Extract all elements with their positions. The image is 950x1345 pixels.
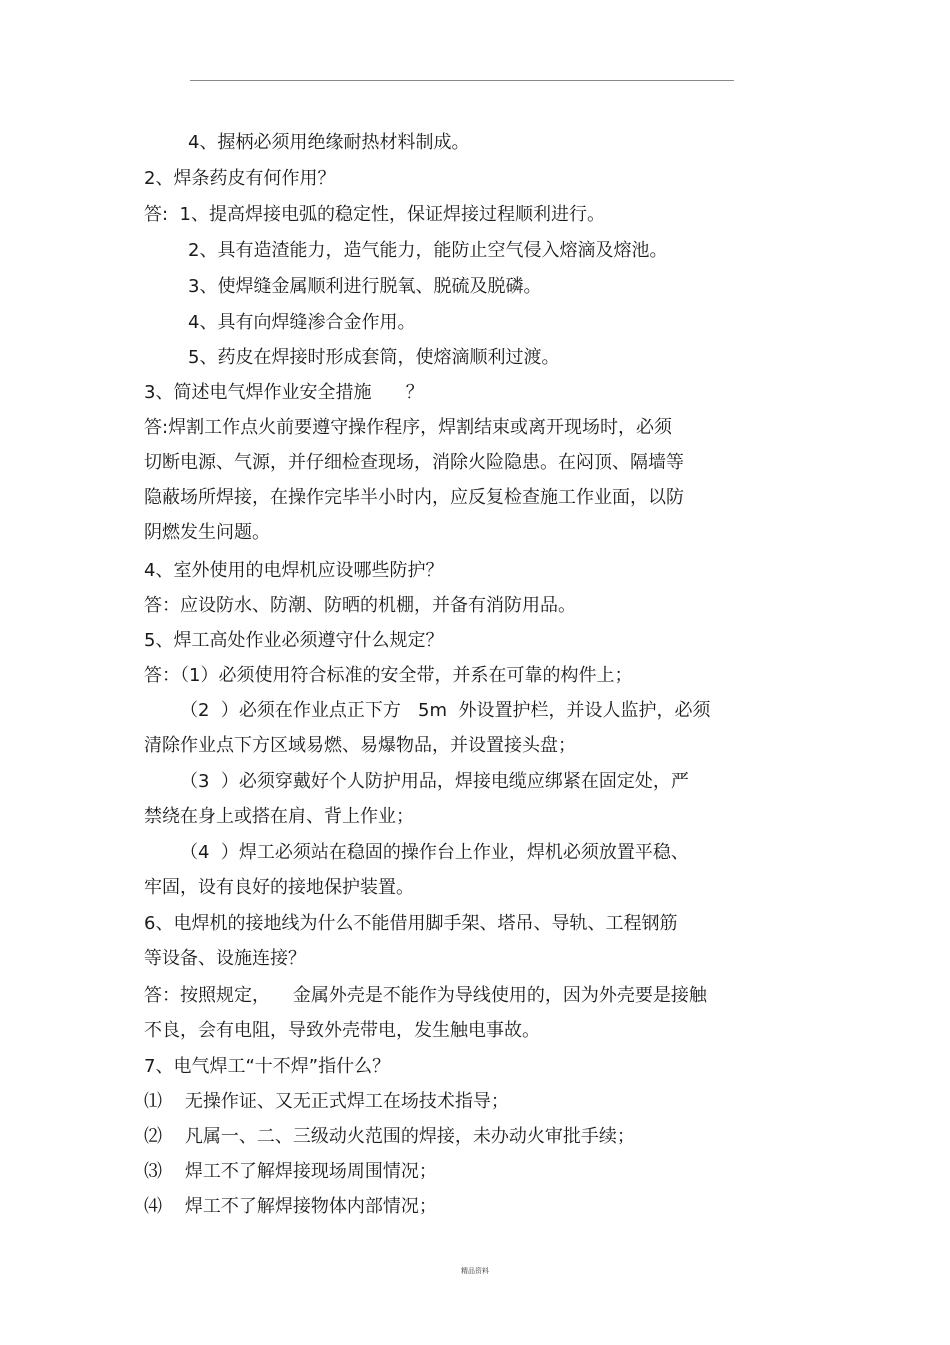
list-item: ⑶ 焊工不了解焊接现场周围情况；: [144, 1161, 437, 1182]
question-heading: 4、室外使用的电焊机应设哪些防护？: [144, 560, 444, 581]
question-heading: 7、电气焊工“十不焊”指什么？: [144, 1056, 391, 1077]
text-line: 5、药皮在焊接时形成套筒，使熔滴顺利过渡。: [188, 347, 560, 368]
text-line: 3、使焊缝金属顺利进行脱氧、脱硫及脱磷。: [188, 276, 542, 297]
text-line: （3 ）必须穿戴好个人防护用品，焊接电缆应绑紧在固定处，严: [180, 771, 689, 792]
text-line: 清除作业点下方区域易燃、易爆物品，并设置接头盘；: [144, 735, 576, 756]
answer-line: 答：应设防水、防潮、防晒的机棚，并备有消防用品。: [144, 595, 576, 616]
question-heading: 2、焊条药皮有何作用？: [144, 168, 336, 189]
answer-line: 答:焊割工作点火前要遵守操作程序，焊割结束或离开现场时，必须: [144, 417, 673, 438]
text-line: 禁绕在身上或搭在肩、背上作业；: [144, 806, 414, 827]
text-line: 等设备、设施连接？: [144, 948, 306, 969]
text-line: 阴燃发生问题。: [144, 522, 270, 543]
answer-line: 答: 1、提高焊接电弧的稳定性，保证焊接过程顺利进行。: [144, 204, 605, 225]
answer-line: 答：（1）必须使用符合标准的安全带，并系在可靠的构件上；: [144, 665, 633, 686]
header-rule: [190, 80, 734, 81]
question-heading: 6、电焊机的接地线为什么不能借用脚手架、塔吊、导轨、工程钢筋: [144, 913, 678, 934]
question-heading: 5、焊工高处作业必须遵守什么规定？: [144, 630, 444, 651]
text-line: （2 ）必须在作业点正下方 5m 外设置护栏，并设人监护，必须: [180, 700, 711, 721]
text-line: 不良，会有电阻，导致外壳带电，发生触电事故。: [144, 1020, 540, 1041]
question-heading: 3、简述电气焊作业安全措施 ？: [144, 382, 424, 403]
list-item: ⑷ 焊工不了解焊接物体内部情况；: [144, 1196, 437, 1217]
text-line: 4、具有向焊缝渗合金作用。: [188, 312, 416, 333]
text-line: 4、握柄必须用绝缘耐热材料制成。: [188, 132, 470, 153]
answer-line: 答：按照规定， 金属外壳是不能作为导线使用的，因为外壳要是接触: [144, 985, 707, 1006]
page-footer: 精品资料: [461, 1267, 489, 1275]
text-line: （4 ）焊工必须站在稳固的操作台上作业，焊机必须放置平稳、: [180, 842, 689, 863]
list-item: ⑴ 无操作证、又无正式焊工在场技术指导；: [144, 1091, 509, 1112]
text-line: 2、具有造渣能力，造气能力，能防止空气侵入熔滴及熔池。: [188, 240, 668, 261]
text-line: 切断电源、气源，并仔细检查现场，消除火险隐患。在闷顶、隔墙等: [144, 452, 684, 473]
list-item: ⑵ 凡属一、二、三级动火范围的焊接，未办动火审批手续；: [144, 1126, 635, 1147]
text-line: 牢固，设有良好的接地保护装置。: [144, 877, 414, 898]
text-line: 隐蔽场所焊接，在操作完毕半小时内，应反复检查施工作业面，以防: [144, 487, 684, 508]
